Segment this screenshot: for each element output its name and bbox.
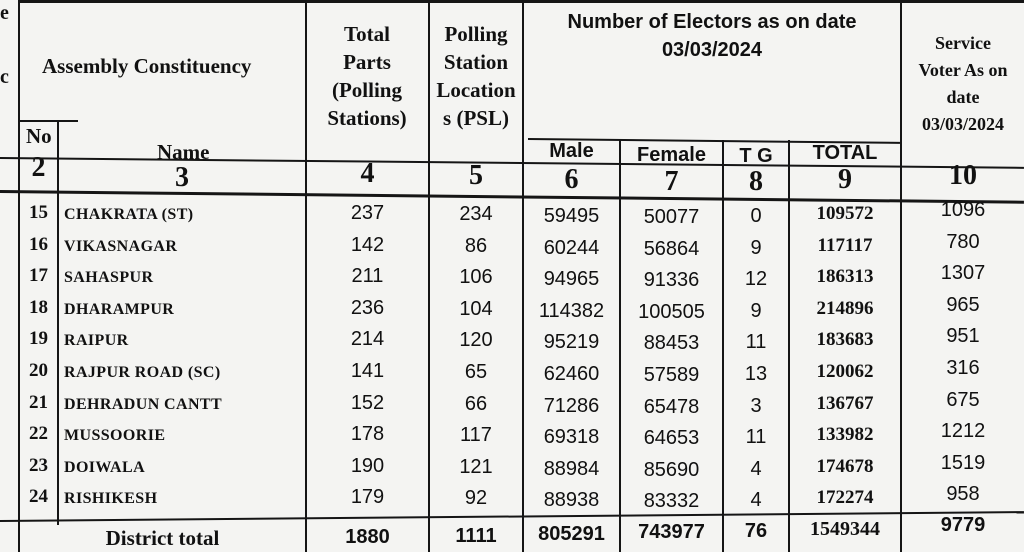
header-tg: T G: [739, 145, 773, 167]
cell-no: 16: [29, 234, 48, 255]
district-total-total: 1549344: [810, 518, 880, 540]
cell-service: 316: [946, 357, 980, 379]
cell-tg: 3: [750, 395, 762, 417]
col-number: 2: [31, 152, 46, 183]
cell-female: 56864: [643, 238, 700, 260]
header-electors: [524, 8, 900, 64]
header-no: No: [26, 124, 52, 148]
district-total-female: 743977: [638, 521, 705, 543]
cell-psl: 121: [459, 456, 493, 478]
cell-tg: 13: [744, 363, 768, 385]
cell-male: 88984: [543, 458, 600, 480]
cell-male: 94965: [543, 268, 600, 290]
cell-female: 50077: [643, 206, 700, 228]
col-number: 8: [749, 166, 763, 197]
cell-name: DHARAMPUR: [64, 301, 175, 318]
header-assembly-constituency: Assembly Constituency: [42, 54, 252, 78]
cell-no: 18: [29, 297, 48, 318]
header-psl-line: Location: [436, 78, 516, 102]
cell-parts: 214: [350, 328, 385, 350]
header-service-line: Voter As on: [918, 60, 1008, 80]
cell-service: 1096: [940, 199, 986, 221]
header-total-parts: [308, 20, 426, 132]
cell-name: RISHIKESH: [64, 490, 158, 507]
cell-service: 951: [946, 325, 980, 347]
cell-parts: 211: [351, 265, 384, 287]
district-total-parts: 1880: [345, 526, 390, 548]
header-psl: [430, 20, 522, 132]
cell-service: 965: [946, 294, 980, 316]
col-number: 4: [360, 158, 375, 189]
cell-tg: 11: [745, 426, 767, 448]
cell-psl: 66: [464, 393, 488, 415]
cell-tg: 11: [745, 331, 767, 353]
header-psl-line: Station: [443, 50, 509, 74]
cell-service: 1307: [940, 262, 986, 284]
cell-male: 71286: [543, 395, 600, 417]
header-electors-title: Number of Electors as on date: [567, 11, 857, 33]
cell-male: 114382: [538, 300, 605, 322]
cell-name: DOIWALA: [64, 459, 146, 476]
cell-female: 57589: [643, 364, 700, 386]
header-total-parts-line: Total: [344, 22, 390, 46]
cell-psl: 104: [459, 298, 493, 320]
cell-no: 15: [29, 202, 48, 223]
district-total-service: 9779: [940, 514, 986, 536]
col-number: 7: [664, 166, 679, 197]
header-service-voter: [902, 30, 1024, 138]
cell-no: 22: [29, 423, 48, 444]
cell-psl: 106: [459, 266, 493, 288]
cell-name: DEHRADUN CANTT: [64, 396, 223, 413]
header-psl-line: s (PSL): [443, 106, 509, 130]
cell-male: 62460: [543, 363, 600, 385]
cell-psl: 120: [459, 329, 493, 351]
cell-total: 120062: [816, 361, 874, 382]
cell-name: VIKASNAGAR: [64, 238, 178, 255]
header-female: Female: [637, 144, 706, 166]
cell-male: 88938: [543, 489, 600, 511]
cell-psl: 117: [460, 424, 492, 446]
cell-total: 186313: [816, 266, 874, 287]
cell-tg: 4: [750, 458, 762, 480]
header-service-line: Service: [935, 33, 991, 53]
cell-total: 109572: [816, 203, 874, 224]
header-electors-date: 03/03/2024: [661, 39, 763, 61]
cell-female: 91336: [643, 269, 700, 291]
header-service-line: date: [946, 87, 980, 107]
cell-female: 65478: [643, 396, 700, 418]
header-male: Male: [549, 140, 594, 162]
cell-total: 214896: [816, 298, 874, 319]
cell-total: 172274: [816, 487, 874, 508]
cell-parts: 236: [350, 297, 385, 319]
cell-no: 24: [29, 486, 48, 507]
header-total: TOTAL: [812, 142, 878, 164]
district-total-male: 805291: [538, 523, 605, 545]
cell-female: 64653: [643, 427, 700, 449]
cell-male: 59495: [543, 205, 600, 227]
district-total-tg: 76: [744, 520, 768, 542]
cell-tg: 0: [750, 205, 762, 227]
cell-psl: 86: [464, 235, 488, 257]
header-total-parts-line: (Polling: [331, 78, 402, 102]
cell-no: 17: [29, 265, 48, 286]
cell-no: 23: [29, 455, 48, 476]
cell-parts: 237: [350, 202, 385, 224]
cell-service: 958: [946, 483, 980, 505]
cell-parts: 152: [350, 392, 385, 414]
cell-female: 85690: [643, 459, 700, 481]
cell-service: 1519: [940, 452, 986, 474]
cell-name: RAJPUR ROAD (SC): [64, 364, 221, 381]
cell-service: 675: [946, 389, 980, 411]
cell-name: RAIPUR: [64, 332, 129, 349]
cell-parts: 142: [350, 234, 385, 256]
cell-tg: 12: [744, 268, 768, 290]
cell-service: 780: [946, 231, 980, 253]
col-number: 6: [564, 164, 579, 195]
district-total-label: District total: [105, 526, 220, 550]
col-number: 5: [469, 160, 483, 191]
cell-no: 21: [29, 392, 48, 413]
cell-female: 83332: [643, 490, 700, 512]
cell-male: 95219: [543, 331, 600, 353]
cell-name: CHAKRATA (ST): [64, 206, 194, 223]
header-service-line: 03/03/2024: [921, 114, 1004, 134]
cell-parts: 141: [350, 360, 385, 382]
cell-total: 136767: [816, 393, 874, 414]
cell-male: 69318: [543, 426, 600, 448]
col-number: 9: [838, 164, 852, 195]
cell-tg: 9: [750, 237, 762, 259]
cell-parts: 178: [350, 423, 385, 445]
cell-tg: 9: [750, 300, 762, 322]
cell-parts: 190: [350, 455, 385, 477]
cell-no: 20: [29, 360, 48, 381]
district-total-psl: 1111: [455, 525, 497, 547]
header-total-parts-line: Stations): [327, 106, 407, 130]
edge-fragment-mid: c: [0, 66, 9, 88]
header-total-parts-line: Parts: [343, 50, 391, 74]
cell-no: 19: [29, 328, 48, 349]
cell-total: 183683: [816, 329, 874, 350]
cell-female: 100505: [638, 301, 705, 323]
cell-total: 174678: [816, 456, 874, 477]
header-name: Name: [157, 140, 210, 164]
cell-name: SAHASPUR: [64, 269, 154, 286]
col-number: 3: [175, 162, 189, 193]
header-psl-line: Polling: [444, 22, 508, 46]
cell-name: MUSSOORIE: [64, 427, 166, 444]
cell-psl: 92: [464, 487, 488, 509]
cell-total: 133982: [816, 424, 874, 445]
cell-parts: 179: [350, 486, 385, 508]
cell-psl: 65: [464, 361, 488, 383]
col-number: 10: [949, 160, 977, 191]
cell-total: 117117: [817, 235, 873, 256]
cell-service: 1212: [940, 420, 986, 442]
cell-male: 60244: [543, 237, 600, 259]
cell-psl: 234: [459, 203, 493, 225]
cell-tg: 4: [750, 489, 762, 511]
edge-fragment-top: e: [0, 2, 9, 24]
cell-female: 88453: [643, 332, 700, 354]
